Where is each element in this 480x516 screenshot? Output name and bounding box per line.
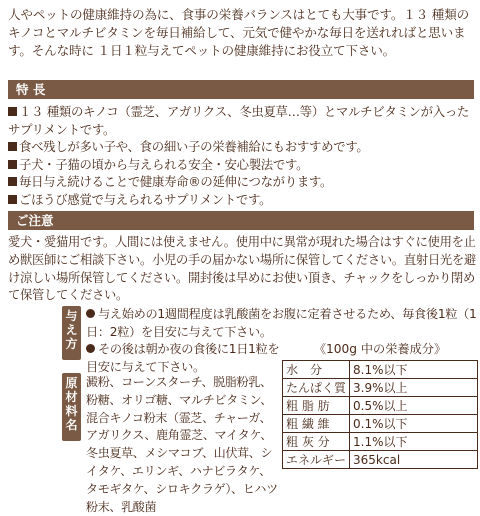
circle-bullet-icon <box>86 309 95 318</box>
square-bullet-icon <box>8 107 17 116</box>
nutrition-title: 《100g 中の栄養成分》 <box>313 342 447 356</box>
howto-label: 与 え 方 <box>62 306 81 360</box>
feature-item: 毎日与え続けることで健康寿命®の延伸につながります。 <box>8 173 478 191</box>
square-bullet-icon <box>8 142 17 151</box>
table-row: たんぱく質 3.9%以上 <box>283 379 478 397</box>
table-row: 粗 灰 分 1.1%以下 <box>283 433 478 451</box>
feature-item: 食べ残しが多い子や、食の細い子の栄養補給にもおすすめです。 <box>8 138 478 156</box>
square-bullet-icon <box>8 195 17 204</box>
feature-item: 子犬・子猫の頃から与えられる安全・安心製法です。 <box>8 156 478 174</box>
features-list <box>8 103 478 209</box>
square-bullet-icon <box>8 160 17 169</box>
nutrition-table <box>282 360 478 469</box>
feature-item: １３ 種類のキノコ（霊芝、アガリクス、冬虫夏草…等）とマルチビタミンが入ったサプリメントです。 <box>8 104 469 137</box>
table-row: 粗 繊 維 0.1%以下 <box>283 415 478 433</box>
circle-bullet-icon <box>86 344 95 353</box>
table-row: 粗 脂 肪 0.5%以上 <box>283 397 478 415</box>
howto-item: その後は朝か夜の食後に1日1粒を目安に与えて下さい。 <box>86 342 280 374</box>
features-header: 特 長 <box>8 80 474 99</box>
square-bullet-icon <box>8 177 17 186</box>
table-row: エネルギー 365kcal <box>283 451 478 469</box>
caution-header: ご注意 <box>8 211 474 230</box>
howto-item: 与え始めの1週間程度は乳酸菌をお腹に定着させるため、毎食後1粒（1日：2粒）を目安に与えて下さい。 <box>86 307 477 339</box>
caution-text: 愛犬・愛猫用です。人間には使えません。使用中に異常が現れた場合はすぐに使用を止め獣医師にご相談下さい。小児の手の届かない場所に保管してください。直射日光を避け涼しい場所保管してください。開封後は早めにお使い頂き、チャックをしっかり閉めて保管してください。 <box>8 235 476 303</box>
ingredients-text: 澱粉、コーンスターチ、脱脂粉乳、粉糖、オリゴ糖、マルチビタミン、混合キノコ粉末（霊芝、チャーガ、アガリクス、鹿角霊芝、マイタケ、冬虫夏草、メシマコブ、山伏茸、シイタケ、エリンギ、ハナビラタケ、タモギタケ、シロキクラゲ）、ヒハツ粉末、乳酸菌 <box>86 375 278 514</box>
feature-item: ごほうび感覚で与えられるサプリメントです。 <box>8 191 478 209</box>
intro-text: 人やペットの健康維持の為に、食事の栄養バランスはとても大事です。１３ 種類のキノコとマルチビタミンを毎日補給して、元気で健やかな毎日を送れればと思います。そんな時に １日１粒与えてペットの健康維持にお役立て下さい。 <box>8 7 469 58</box>
ingredients-label: 原 材 料 名 <box>62 373 81 441</box>
table-row: 水 分 8.1%以下 <box>283 361 478 379</box>
